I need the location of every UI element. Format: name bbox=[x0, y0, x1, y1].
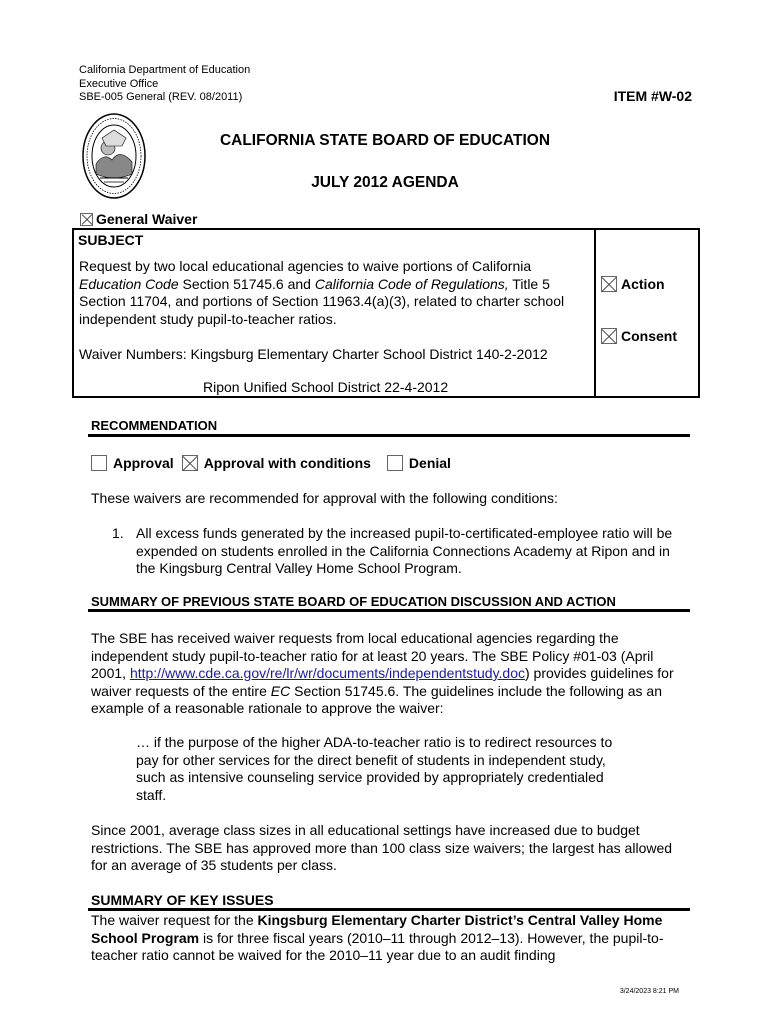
previous-text-c: Section 51745.6. The guidelines include the following as an example of a reasonable rationale to approve the waiver: bbox=[91, 682, 662, 716]
header-form-number: SBE-005 General (REV. 08/2011) bbox=[79, 91, 243, 103]
previous-discussion-heading: SUMMARY OF PREVIOUS STATE BOARD OF EDUCATION DISCUSSION AND ACTION bbox=[91, 594, 616, 609]
section-rule bbox=[88, 434, 690, 437]
consent-checkbox[interactable] bbox=[601, 328, 617, 344]
print-timestamp: 3/24/2023 8:21 PM bbox=[619, 988, 679, 995]
general-waiver-checkbox[interactable] bbox=[80, 213, 93, 226]
action-label: Action bbox=[621, 276, 665, 292]
subject-request bbox=[79, 258, 579, 328]
previous-paragraph-2: Since 2001, average class sizes in all educational settings have increased due to budget restrictions. The SBE has approved more than 100 class size waivers; the largest has allowed for an average of 35 students per class. bbox=[91, 822, 673, 873]
condition-text: All excess funds generated by the increased pupil-to-certificated-employee ratio will be expended on students enrolled in the California Connections Academy at Ripon and in the Kingsburg Central Valley Home School Program. bbox=[136, 525, 673, 576]
approval-conditions-checkbox[interactable] bbox=[182, 455, 198, 471]
general-waiver-label: General Waiver bbox=[96, 211, 198, 227]
consent-option bbox=[601, 328, 677, 344]
waiver-numbers: Waiver Numbers: Kingsburg Elementary Charter School District 140-2-2012 bbox=[79, 346, 548, 362]
previous-paragraph-1 bbox=[91, 630, 691, 718]
action-option bbox=[601, 276, 665, 292]
key-issues-text-a: The waiver request for the bbox=[91, 912, 258, 928]
denial-checkbox[interactable] bbox=[387, 455, 403, 471]
recommendation-intro: These waivers are recommended for approval with the following conditions: bbox=[91, 490, 558, 506]
request-text-ccr: California Code of Regulations, bbox=[314, 275, 509, 292]
approval-checkbox[interactable] bbox=[91, 455, 107, 471]
key-issues-text-c: is for three fiscal years (2010–11 through 2012–13). However, the pupil-to-teacher ratio cannot be waived for the 2010–11 year due to an audit finding bbox=[91, 929, 664, 963]
condition-number: 1. bbox=[112, 525, 124, 541]
item-number: ITEM #W-02 bbox=[613, 88, 692, 104]
policy-link[interactable]: http://www.cde.ca.gov/re/lr/wr/documents/independentstudy.doc bbox=[129, 665, 525, 681]
previous-text-a: The SBE has received waiver requests from local educational agencies regarding the independent study pupil-to-teacher ratio for at least 20 years. The SBE Policy #01-03 (April 2001, bbox=[91, 630, 654, 681]
key-issues-heading: SUMMARY OF KEY ISSUES bbox=[91, 892, 274, 908]
request-text-5: Title 5 Section 11704, and portions of Section 11963.4(a)(3), related to charter school independent study pupil-to-teacher ratios. bbox=[79, 275, 565, 327]
section-rule bbox=[88, 908, 690, 911]
consent-label: Consent bbox=[621, 328, 677, 344]
previous-text-ec: EC bbox=[270, 682, 291, 699]
recommendation-options bbox=[91, 455, 451, 471]
approval-conditions-label: Approval with conditions bbox=[203, 455, 371, 471]
agenda-title: JULY 2012 AGENDA bbox=[311, 174, 459, 191]
header-office: Executive Office bbox=[79, 77, 159, 90]
table-divider bbox=[594, 230, 596, 396]
waiver-number-ripon: Ripon Unified School District 22-4-2012 bbox=[203, 379, 449, 395]
action-checkbox[interactable] bbox=[601, 276, 617, 292]
recommendation-heading: RECOMMENDATION bbox=[91, 418, 218, 433]
previous-text-b: ) provides guidelines for waiver requests of the entire bbox=[91, 665, 674, 699]
section-rule bbox=[88, 609, 690, 612]
subject-heading: SUBJECT bbox=[78, 232, 144, 248]
request-text-education-code: Education Code bbox=[79, 275, 179, 292]
header-department: California Department of Education bbox=[79, 64, 251, 76]
board-title: CALIFORNIA STATE BOARD OF EDUCATION bbox=[219, 132, 551, 149]
request-text-3: Section 51745.6 and bbox=[178, 275, 315, 292]
condition-item bbox=[112, 525, 682, 578]
denial-label: Denial bbox=[408, 455, 451, 471]
general-waiver bbox=[80, 211, 197, 227]
key-issues-program-name: Kingsburg Elementary Charter District’s Central Valley Home School Program bbox=[91, 912, 663, 946]
rationale-quote: … if the purpose of the higher ADA-to-teacher ratio is to redirect resources to pay for other services for the direct benefit of students in independent study, such as intensive counseling service provided by appropriately credentialed staff. bbox=[136, 734, 613, 803]
approval-label: Approval bbox=[113, 455, 174, 471]
document-header bbox=[79, 64, 250, 105]
request-text-1: Request by two local educational agencies to waive portions of California bbox=[79, 258, 532, 274]
key-issues-paragraph bbox=[91, 912, 691, 965]
